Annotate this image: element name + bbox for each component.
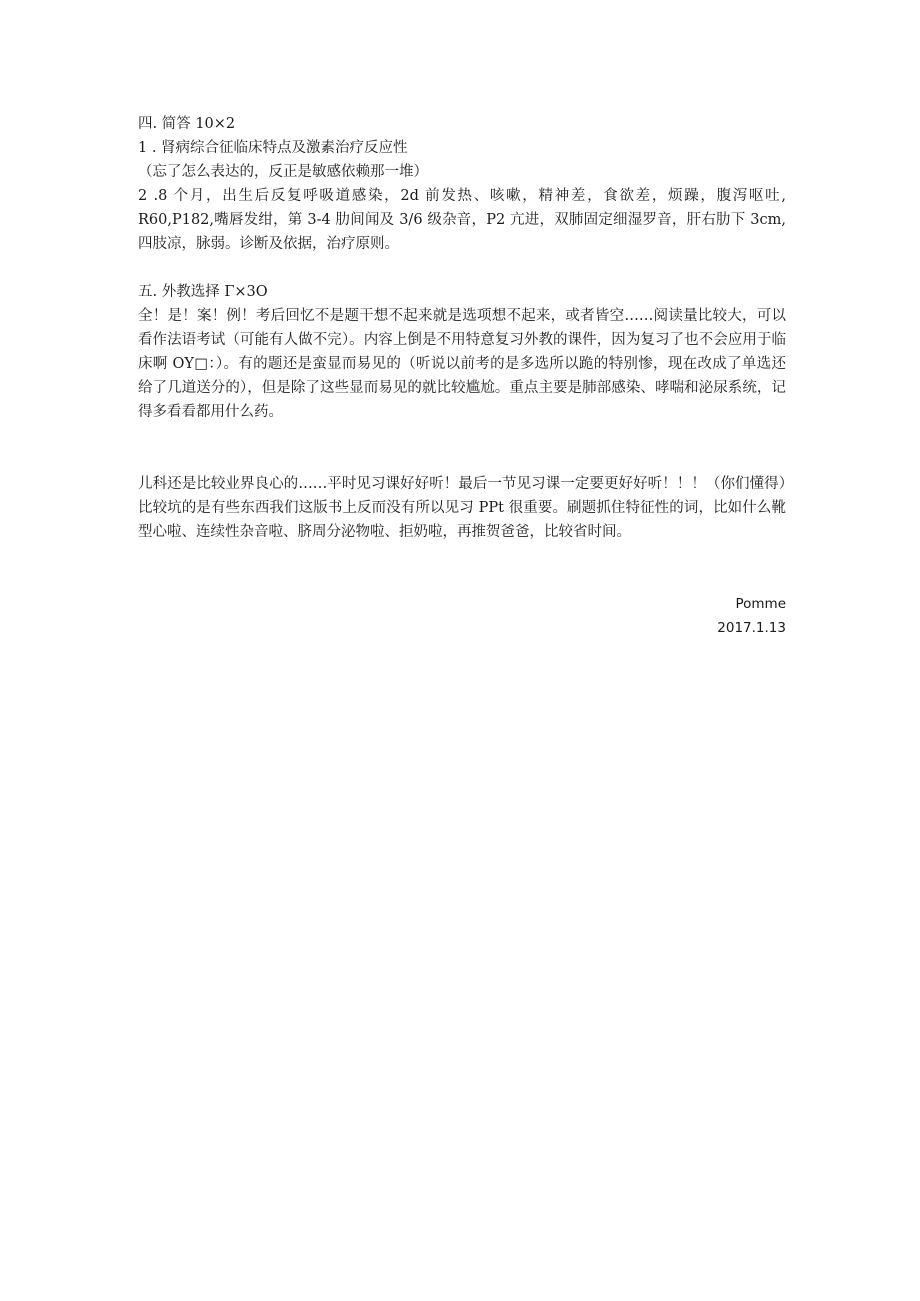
- section-4-heading: 四. 简答 10×2: [138, 116, 236, 132]
- question-2-text: 2 .8 个月，出生后反复呼吸道感染，2d 前发热、咳嗽，精神差，食欲差，烦躁，腹泻呕吐, R60,P182,嘴唇发绀，第 3-4 肋间闻及 3/6 级杂音，P2 亢进，双肺固定细湿罗音，肝右肋下 3cm,四肢凉，脉弱。诊断及依据，治疗原则。: [138, 188, 786, 252]
- signature-date: 2017.1.13: [717, 620, 786, 636]
- section-gap: [138, 424, 786, 472]
- closing-paragraph: 儿科还是比较业界良心的……平时见习课好好听！最后一节见习课一定要更好好听！！！（你们懂得）比较坑的是有些东西我们这版书上反而没有所以见习 PPt 很重要。刷题抓住特征性的词，比如什么靴型心啦、连续性杂音啦、脐周分泌物啦、拒奶啦，再推贺爸爸，比较省时间。: [138, 476, 786, 540]
- document-page: [138, 112, 786, 640]
- section-5-body: 全！是！案！例！考后回忆不是题干想不起来就是选项想不起来，或者皆空……阅读量比较大，可以看作法语考试（可能有人做不完）。内容上倒是不用特意复习外教的课件，因为复习了也不会应用于临床啊 OY□：）。有的题还是蛮显而易见的（听说以前考的是多选所以跪的特别惨，现在改成了单选还给了几道送分的），但是除了这些显而易见的就比较尴尬。重点主要是肺部感染、哮喘和泌尿系统，记得多看看都用什么药。: [138, 308, 786, 420]
- signature-gap: [138, 544, 786, 592]
- section-5-heading: 五. 外教选择 Γ×3O: [138, 284, 268, 300]
- signature-author: Pomme: [735, 596, 786, 612]
- question-1-title: 1 . 肾病综合征临床特点及激素治疗反应性: [138, 140, 408, 156]
- section-gap: [138, 256, 786, 280]
- question-1-note: （忘了怎么表达的，反正是敏感依赖那一堆）: [138, 164, 428, 180]
